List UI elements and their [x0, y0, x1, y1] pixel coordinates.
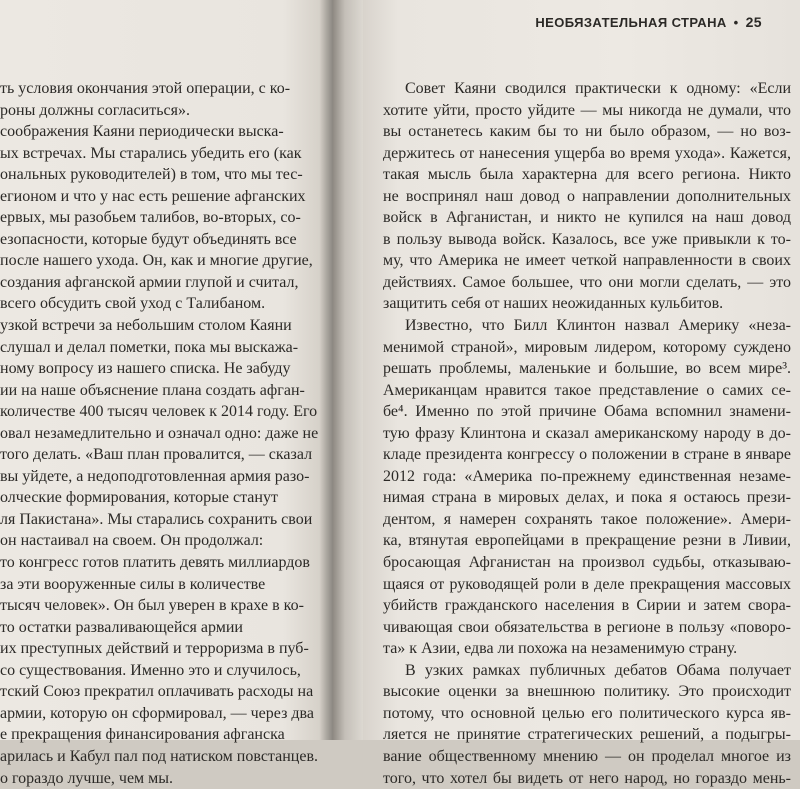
- text-line: вы уйдете, а недоподготовленная армия разо-: [0, 466, 318, 488]
- text-line: защитить себя от наших неожиданных кульбитов.: [383, 293, 791, 315]
- text-line: того делать. «Ваш план провалится, — сказал: [0, 444, 318, 466]
- text-line: арилась и Кабул пал под натиском повстанцев.: [0, 746, 318, 768]
- text-line: ля Пакистана». Мы старались сохранить свои: [0, 509, 318, 531]
- text-line: менимой страной», мировым лидером, которому суждено: [383, 337, 791, 359]
- text-line: ть условия окончания этой операции, с ко-: [0, 78, 318, 100]
- text-line: Американцам нравится такое представление о самих се-: [383, 380, 791, 402]
- text-line: В узких рамках публичных дебатов Обама получает: [383, 660, 791, 682]
- text-line: дентом, я намерен сохранять такое положение». Амери-: [383, 509, 791, 531]
- text-line: потому, что основной целью его политического курса яв-: [383, 703, 791, 725]
- text-line: егионом и что у нас есть решение афганских: [0, 186, 318, 208]
- text-line: всего обсудить свой уход с Талибаном.: [0, 293, 318, 315]
- text-line: та» к Азии, едва ли похожа на незаменимую страну.: [383, 638, 791, 660]
- text-line: решать проблемы, маленькие и большие, во всем мире³.: [383, 358, 791, 380]
- text-line: соображения Каяни периодически выска-: [0, 121, 318, 143]
- text-line: кладе президента конгрессу о положении в стране в январе: [383, 444, 791, 466]
- text-line: того, что хотел бы видеть от него народ, но гораздо мень-: [383, 768, 791, 789]
- left-page: [0, 0, 333, 740]
- text-line: ональных руководителей) в том, что мы тес-: [0, 164, 318, 186]
- text-line: бросающая Афганистан на произвол судьбы, отказываю-: [383, 552, 791, 574]
- text-line: слушал и делал пометки, пока мы выскажа-: [0, 337, 318, 359]
- text-line: ному вопросу из нашего списка. Не забуду: [0, 358, 318, 380]
- text-line: узкой встречи за небольшим столом Каяни: [0, 315, 318, 337]
- text-line: после нашего ухода. Он, как и многие другие,: [0, 250, 318, 272]
- text-line: ка, втянутая европейцами в прекращение резни в Ливии,: [383, 530, 791, 552]
- text-line: держитесь от нанесения ущерба во время ухода». Кажется,: [383, 143, 791, 165]
- text-line: олческие формирования, которые станут: [0, 487, 318, 509]
- text-line: Известно, что Билл Клинтон назвал Америку «неза-: [383, 315, 791, 337]
- text-line: количестве 400 тысяч человек к 2014 году. Его: [0, 401, 318, 423]
- text-line: нимая страна в мировых делах, и пока я остаюсь прези-: [383, 487, 791, 509]
- right-page-text: [383, 78, 791, 789]
- text-line: тую фразу Клинтона и сказал американскому народу в до-: [383, 423, 791, 445]
- text-line: высокие оценки за внешнюю политику. Это происходит: [383, 681, 791, 703]
- text-line: бе⁴. Именно по этой причине Обама вспомнил знамени-: [383, 401, 791, 423]
- text-line: не воспринял наш довод о направлении дополнительных: [383, 186, 791, 208]
- text-line: то остатки разваливающейся армии: [0, 617, 318, 639]
- right-page: [363, 0, 800, 740]
- text-line: за эти вооруженные силы в количестве: [0, 574, 318, 596]
- text-line: со существования. Именно это и случилось,: [0, 660, 318, 682]
- text-line: о гораздо лучше, чем мы.: [0, 768, 318, 789]
- text-line: ии на наше объяснение плана создать афган-: [0, 380, 318, 402]
- text-line: хотите уйти, просто уйдите — мы никогда не думали, что: [383, 100, 791, 122]
- text-line: чивающая свои обязательства в регионе в пользу «поворо-: [383, 617, 791, 639]
- text-line: роны должны согласиться».: [0, 100, 318, 122]
- text-line: ляется не принятие стратегических решений, а подыгры-: [383, 724, 791, 746]
- text-line: их преступных действий и терроризма в пуб-: [0, 638, 318, 660]
- text-line: тский Союз прекратил оплачивать расходы на: [0, 681, 318, 703]
- text-line: му, что Америка не имеет четкой направленности в своих: [383, 250, 791, 272]
- text-line: вы останетесь каким бы то ни было образом, — но воз-: [383, 121, 791, 143]
- text-line: ервых, мы разобьем талибов, во-вторых, со-: [0, 207, 318, 229]
- text-line: такая мысль была характерна для всего региона. Никто: [383, 164, 791, 186]
- text-line: он настаивал на своем. Он продолжал:: [0, 530, 318, 552]
- text-line: убийств гражданского населения в Сирии и затем свора-: [383, 595, 791, 617]
- page-fold-shadow: [319, 0, 333, 740]
- text-line: Совет Каяни сводился практически к одному: «Если: [383, 78, 791, 100]
- text-line: е прекращения финансирования афганска: [0, 724, 318, 746]
- text-line: в пользу вывода войск. Казалось, все уже привыкли к то-: [383, 229, 791, 251]
- page-number: 25: [746, 14, 762, 30]
- text-line: создания афганской армии глупой и считал,: [0, 272, 318, 294]
- text-line: ых встречах. Мы старались убедить его (как: [0, 143, 318, 165]
- text-line: то конгресс готов платить девять миллиардов: [0, 552, 318, 574]
- running-head-separator: •: [734, 15, 739, 30]
- running-head-title: НЕОБЯЗАТЕЛЬНАЯ СТРАНА: [535, 15, 726, 30]
- left-page-text: [0, 78, 318, 789]
- text-line: щаяся от руководящей роли в деле прекращения массовых: [383, 574, 791, 596]
- text-line: 2012 года: «Америка по-прежнему единственная незаме-: [383, 466, 791, 488]
- text-line: овал незамедлительно и означал одно: даже не: [0, 423, 318, 445]
- running-head: [535, 14, 762, 30]
- text-line: вание общественному мнению — он проделал многое из: [383, 746, 791, 768]
- text-line: тысяч человек». Он был уверен в крахе в ко-: [0, 595, 318, 617]
- text-line: действиях. Самое большее, что они могли сделать, — это: [383, 272, 791, 294]
- text-line: армии, которую он сформировал, — через два: [0, 703, 318, 725]
- text-line: езопасности, которые будут объединять все: [0, 229, 318, 251]
- text-line: войск в Афганистан, и никто не купился на наш довод: [383, 207, 791, 229]
- book-gutter: [333, 0, 363, 740]
